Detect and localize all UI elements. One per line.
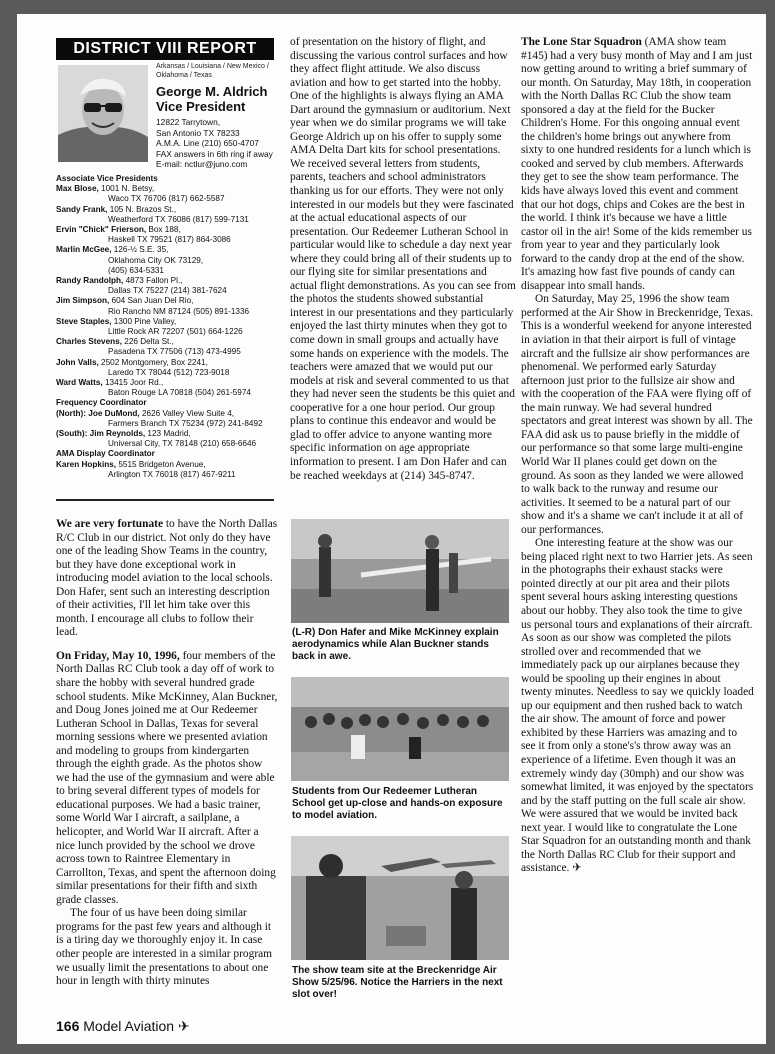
list-item-detail: Weatherford TX 76086 (817) 599-7131 (108, 214, 249, 224)
list-item-detail: Dallas TX 75227 (214) 381-7624 (108, 286, 227, 296)
vp-address-line: A.M.A. Line (210) 650-4707 (156, 138, 259, 148)
vp-address-line: FAX answers in 6th ring if away (156, 148, 273, 159)
airplane-icon: ✈ (177, 1018, 190, 1034)
list-item-detail: Arlington TX 76018 (817) 467-9211 (108, 469, 236, 479)
magazine-name: Model Aviation (83, 1018, 175, 1034)
list-item-detail: (405) 634-5331 (108, 265, 164, 275)
list-item: Ward Watts, 13415 Joor Rd., (56, 378, 164, 388)
list-item-detail: Baton Rouge LA 70818 (504) 261-5974 (108, 388, 251, 398)
list-item-detail: Haskell TX 79521 (817) 864-3086 (108, 235, 231, 245)
paragraph: We are very fortunate to have the North Dallas R/C Club in our district. Not only do they have one of the leading Show Teams in the country, but they have done exceptional work in introducing model aviation to the local schools. Don Hafer, sent such an interesting description of their activities, I'll let him take over this month. I encourage all clubs to follow their lead. (56, 518, 278, 639)
vp-address (156, 117, 281, 170)
associate-vp-list (56, 174, 278, 480)
associates-heading: Associate Vice Presidents (56, 174, 158, 183)
column-banner: DISTRICT VIII REPORT (56, 38, 274, 60)
column-3-text (521, 36, 754, 1021)
section-divider (56, 499, 274, 501)
list-item: (South): Jim Reynolds, 123 Madrid, (56, 429, 191, 439)
photo-caption: Students from Our Redeemer Lutheran School get up-close and hands-on exposure to model aviation. (292, 786, 503, 821)
column-1-text (56, 518, 278, 1018)
list-item: Jim Simpson, 604 San Juan Del Rio, (56, 296, 194, 306)
vp-address-line: E-mail: nctlur@juno.com (156, 159, 248, 169)
paragraph: One interesting feature at the show was our being placed right next to two Harrier jets. As seen in the photographs their exhaust stacks were pointed directly at our pit area and their pilots spent several hours asking interesting questions about our hobby. They also took the time to give us personal tours and explanations of their aircraft. As soon as our show was completed the pilots strolled over and recommended that we immediately pack up our airplanes because they would be spooling up their engines in about twenty minutes. Needless to say we quickly loaded up our equipment and then rushed back to watch the air show. The amount of force and power exhibited by these Harriers was amazing and to see it from only a stone's's throw away was an experience of a lifetime. Even though it was an extremely windy day (30mph) and our show was somewhat limited, it was enjoyed by the spectators and by the staff putting on the full scale air show. We were assured that we would be invited back next year. I would like to congratulate the Lone Star Squadron for an outstanding month and thank the North Dallas RC Club for their support and assistance. ✈ (521, 537, 754, 875)
list-item-detail: Little Rock AR 72207 (501) 664-1226 (108, 327, 243, 337)
list-item: Randy Randolph, 4873 Fallon Pl., (56, 276, 183, 286)
magazine-page (17, 14, 766, 1044)
photo-caption: The show team site at the Breckenridge Air Show 5/25/96. Notice the Harriers in the next slot over! (292, 965, 503, 1000)
paragraph: On Saturday, May 25, 1996 the show team performed at the Air Show in Breckenridge, Texas. This is a wonderful weekend for anyone interested in aviation in that their airport is full of vintage aircraft and the fullsize air show performances are phenomenal. We performed early Saturday afternoon just prior to the fullsize air show and with the cooperation of the FAA were flying off of the main runway. We had several hundred spectators and great interest was shown by all. The FAA did ask us to pause briefly in the middle of our performance so that some large multi-engine World War II planes could get down on the ground. As soon as they landed we were allowed to walk back to the runway and resume our activities. It seemed to be a natural part of our show and it's a shame we can't include it at all of our performances. (521, 293, 754, 536)
list-item: Marlin McGee, 126-½ S.E. 35, (56, 245, 169, 255)
presentation-photo-2 (291, 677, 509, 781)
list-item: (North): Joe DuMond, 2626 Valley View Suite 4, (56, 408, 235, 418)
list-item: John Valls, 2502 Montgomery, Box 2241, (56, 357, 208, 367)
vp-address-line: San Antonio TX 78233 (156, 127, 240, 138)
airshow-photo (291, 836, 509, 960)
vp-name: George M. Aldrich (156, 84, 268, 99)
list-item: Charles Stevens, 226 Delta St., (56, 337, 174, 347)
column-2-text (290, 36, 516, 521)
list-item-detail: Pasadena TX 77506 (713) 473-4995 (108, 347, 241, 357)
page-footer (56, 1018, 190, 1034)
paragraph: of presentation on the history of flight, and discussing the various control surfaces and how they affect flight attitude. We also discuss aviation and how to get started into the hobby. One of the highlights is always flying an AMA Dart around the gymnasium or auditorium. Next year when we do similar programs we will take George Aldrich up on his offer to supply some AMA Delta Dart kits for school presentations. We received several letters from students, parents, teachers and school administrators thanking us for our efforts. They were not only interested in our models but they were fascinated at the actual educational aspects of our presentation. Our Redeemer Lutheran School in particular would like to schedule a day next year where they could bring all of their students up to our flying site for similar presentations and actual flight demonstrations. As you can see from the photos the students showed substantial interest in our presentations and they particularly enjoyed the last thirty minutes when they got to come down in small groups and actually have some hands on experience with the models. The teachers were amazed that we would put our models at risk and several commented to us that they had never seen the students be this quiet and cooperative for a one hour period. Our group plans to continue this endeavor and would be glad to offer advice to anyone wanting more specific information on age appropriate information to present. I am Don Hafer and can be reached weekdays at (214) 345-8747. (290, 36, 516, 482)
list-item-detail: Rio Rancho NM 87124 (505) 891-1336 (108, 306, 250, 316)
list-item: Steve Staples, 1300 Pine Valley, (56, 316, 177, 326)
photo-caption: (L-R) Don Hafer and Mike McKinney explain aerodynamics while Alan Buckner stands back in awe. (292, 627, 499, 662)
list-item-detail: Farmers Branch TX 75234 (972) 241-8492 (108, 418, 263, 428)
vp-address-line: 12822 Tarrytown, (156, 117, 221, 127)
page-number: 166 (56, 1018, 80, 1034)
vp-title: Vice President (156, 99, 246, 114)
district-states: Arkansas / Louisiana / New Mexico / Oklahoma / Texas (156, 63, 269, 79)
list-item: Sandy Frank, 105 N. Brazos St., (56, 204, 177, 214)
paragraph: The four of us have been doing similar programs for the past few years and although it is a tiring day we thoroughly enjoy it. In case other people are interested in a similar program we usually limit the presentations to about one hour in length with thirty minutes (56, 907, 273, 988)
end-mark-icon: ✈ (572, 862, 582, 875)
list-item-detail: Oklahoma City OK 73129, (108, 255, 204, 265)
ama-display-coordinator-heading: AMA Display Coordinator (56, 449, 155, 459)
list-item-detail: Laredo TX 78044 (512) 723-9018 (108, 367, 230, 377)
presentation-photo-1 (291, 519, 509, 623)
list-item-detail: Waco TX 76706 (817) 662-5587 (108, 194, 225, 204)
list-item: Ervin "Chick" Frierson, Box 188, (56, 225, 181, 235)
paragraph: On Friday, May 10, 1996, four members of the North Dallas RC Club took a day off of work to share the hobby with several hundred grade school students. Mike McKinney, Alan Buckner, and Doug Jones joined me at Our Redeemer Lutheran School in Dallas, Texas for several morning sessions where we presented aviation and modeling to groups from kindergarten through the eighth grade. As the photos show we had the use of the gymnasium and were able to bring several different types of models for educational purposes. We had a basic trainer, some World War I aircraft, a sailplane, a helicopter, and World War II aircraft. After a nice lunch provided by the school we drove across town to Raintree Elementary in Carrollton, Texas, and spent the afternoon doing similar presentations for their fifth and sixth grade classes. (56, 649, 278, 906)
paragraph: The Lone Star Squadron (AMA show team #145) had a very busy month of May and I am just now getting around to writing a brief summary of our month. On Saturday, May 18th, in cooperation with the North Dallas RC Club the show team sponsored a day at the field for the Bucker Children's Home. For this ongoing annual event the children's home brings out anywhere from sixty to one hundred residents for a lunch which is cooked and served by club members. Afterwards they get to see the show team performance. The kids have always loved this event and comment that our hot dogs, chips and Cokes are the best in the world. I think it's because we have a little castor oil in the air! Some of the kids remember us from year to year and they particularly look forward to the candy drop at the end of the show. It's amazing how fast five pounds of candy can disappear into small hands. (521, 36, 753, 292)
list-item: Karen Hopkins, 5515 Bridgeton Avenue, (56, 459, 206, 469)
frequency-coordinator-heading: Frequency Coordinator (56, 398, 147, 408)
list-item-detail: Universal City, TX 78148 (210) 658-6646 (108, 439, 257, 449)
vp-headshot-photo (58, 65, 148, 162)
list-item: Max Blose, 1001 N. Betsy, (56, 184, 155, 194)
